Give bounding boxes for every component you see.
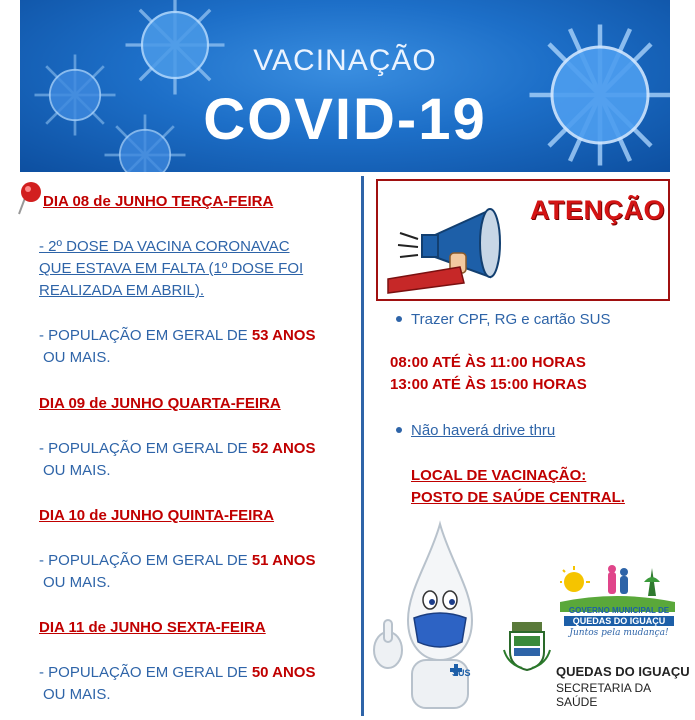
banner-subtitle: VACINAÇÃO — [253, 44, 437, 77]
column-divider — [361, 176, 364, 716]
population-suffix: OU MAIS. — [43, 686, 111, 703]
day-1-note-line-3: REALIZADA EM ABRIL). — [39, 282, 205, 299]
no-drive-thru: Não haverá drive thru — [411, 422, 556, 439]
sun-and-family-icon — [560, 562, 675, 612]
day-2-population — [39, 438, 315, 460]
population-suffix: OU MAIS. — [43, 574, 111, 591]
day-4-population — [39, 662, 315, 684]
bring-documents: Trazer CPF, RG e cartão SUS — [411, 311, 611, 328]
banner-title: COVID-19 — [203, 87, 487, 152]
day-3-population — [39, 550, 315, 572]
hours-afternoon: 13:00 ATÉ ÀS 15:00 HORAS — [390, 376, 587, 393]
mascot-badge: SUS — [452, 668, 471, 678]
mascot-icon — [370, 520, 510, 710]
day-1-note-line-1: - 2º DOSE DA VACINA CORONAVAC — [39, 238, 290, 255]
day-4-heading: DIA 11 de JUNHO SEXTA-FEIRA — [39, 619, 266, 636]
day-2-heading: DIA 09 de JUNHO QUARTA-FEIRA — [39, 395, 281, 412]
age-value: 51 ANOS — [251, 552, 316, 569]
age-value: 52 ANOS — [251, 440, 316, 457]
coat-of-arms-icon — [502, 620, 552, 672]
gov-line-2: QUEDAS DO IGUAÇU — [564, 616, 674, 626]
government-logo — [560, 562, 675, 652]
population-prefix: - POPULAÇÃO EM GERAL DE — [39, 327, 248, 344]
age-value: 50 ANOS — [251, 664, 316, 681]
population-prefix: - POPULAÇÃO EM GERAL DE — [39, 440, 248, 457]
pushpin-icon — [15, 180, 45, 216]
day-1-population — [39, 325, 315, 347]
location-label: LOCAL DE VACINAÇÃO: — [411, 467, 587, 484]
attention-title: ATENÇÃO — [530, 195, 665, 225]
population-prefix: - POPULAÇÃO EM GERAL DE — [39, 552, 248, 569]
hours-morning: 08:00 ATÉ ÀS 11:00 HORAS — [390, 354, 586, 371]
location-value: POSTO DE SAÚDE CENTRAL. — [411, 489, 625, 506]
header-banner — [20, 0, 670, 172]
bullet-icon — [396, 316, 402, 322]
bullet-icon — [396, 427, 402, 433]
population-suffix: OU MAIS. — [43, 462, 111, 479]
megaphone-icon — [380, 195, 530, 295]
age-value: 53 ANOS — [251, 327, 316, 344]
attention-box — [376, 179, 670, 301]
day-3-heading: DIA 10 de JUNHO QUINTA-FEIRA — [39, 507, 275, 524]
population-suffix: OU MAIS. — [43, 349, 111, 366]
gov-slogan: Juntos pela mudança! — [569, 628, 669, 638]
population-prefix: - POPULAÇÃO EM GERAL DE — [39, 664, 248, 681]
day-1-heading: DIA 08 de JUNHO TERÇA-FEIRA — [43, 193, 274, 210]
gov-line-1: GOVERNO MUNICIPAL DE — [568, 606, 670, 615]
day-1-note-line-2: QUE ESTAVA EM FALTA (1º DOSE FOI — [39, 260, 304, 277]
footer-city: QUEDAS DO IGUAÇU — [556, 664, 690, 679]
footer-secretariat: SECRETARIA DA SAÚDE — [556, 681, 651, 709]
